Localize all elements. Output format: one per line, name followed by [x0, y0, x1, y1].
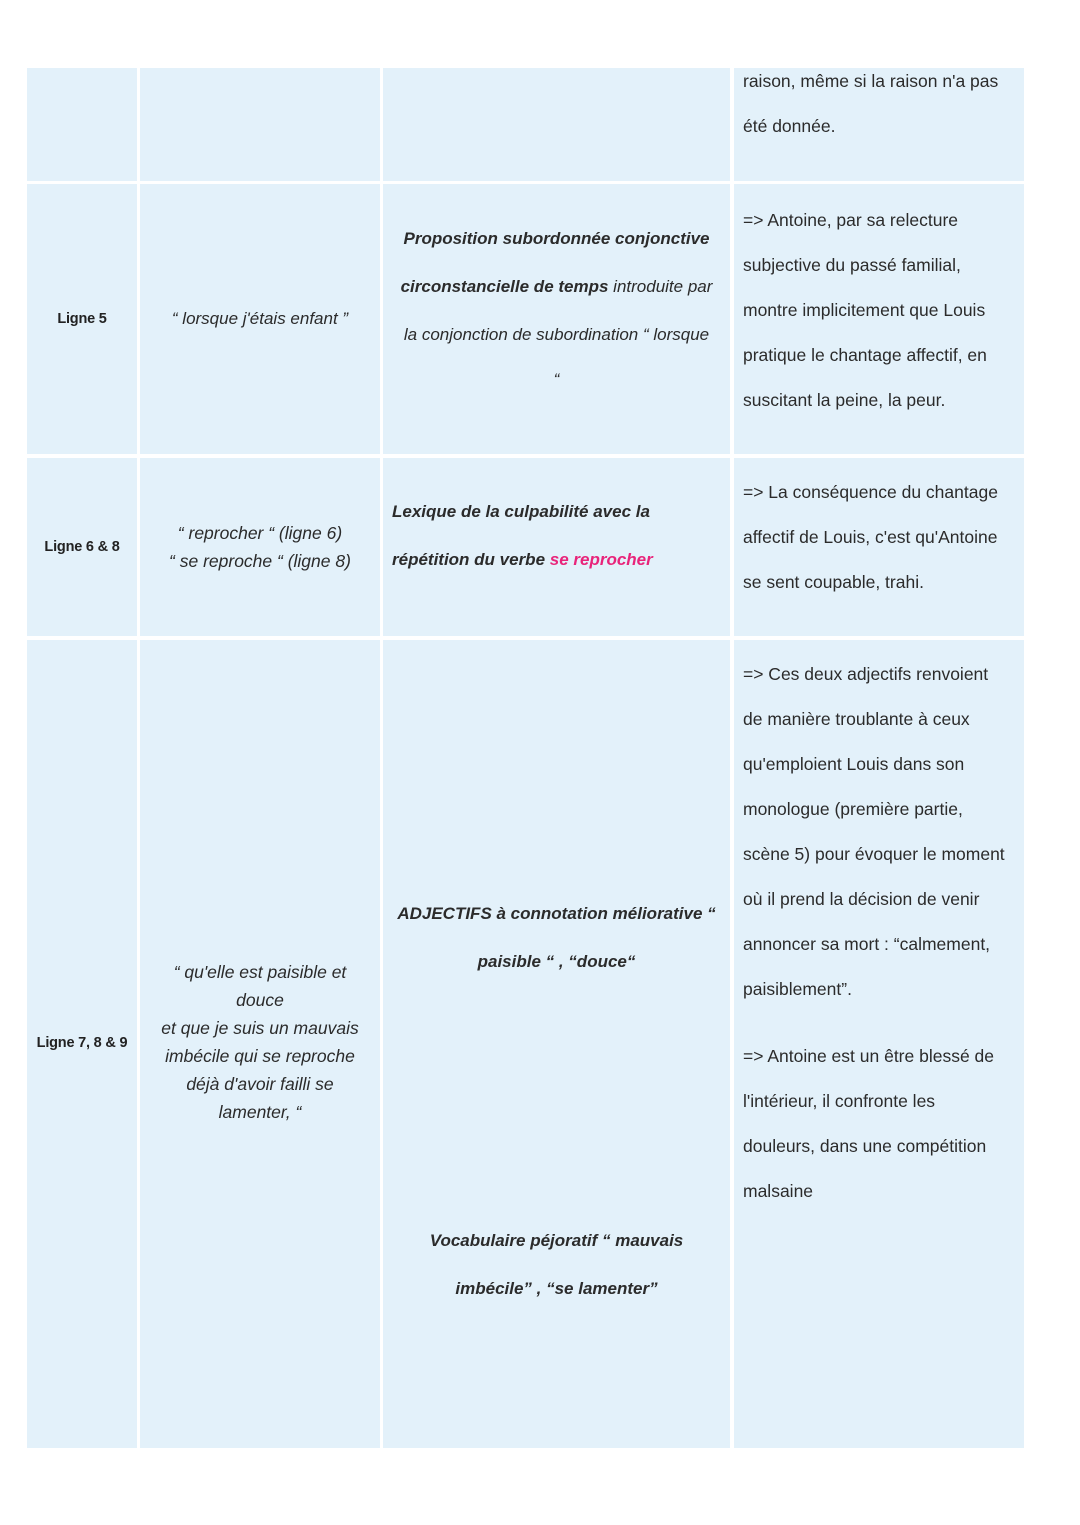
- quote-text: “ lorsque j'étais enfant ”: [171, 309, 349, 328]
- interpretation-cell: [734, 640, 1024, 1448]
- quote-line: “ reprocher “ (ligne 6): [177, 523, 343, 543]
- analysis-bold: ADJECTIFS à connotation méliorative “: [397, 904, 716, 923]
- interpretation-line: annoncer sa mort : “calmement,: [743, 934, 991, 954]
- interpretation-line: l'intérieur, il confronte les: [743, 1091, 936, 1111]
- analysis-text: “: [553, 370, 560, 389]
- analysis-cell: [383, 68, 730, 181]
- analysis-bold: imbécile” , “se lamenter”: [455, 1279, 658, 1298]
- analysis-bold: Proposition subordonnée conjonctive: [403, 229, 710, 248]
- quote-cell: [140, 184, 380, 454]
- quote-cell: [140, 68, 380, 181]
- interpretation-line: de manière troublante à ceux: [743, 709, 970, 729]
- interpretation-line: pratique le chantage affectif, en: [743, 345, 987, 365]
- interpretation-cell: [734, 68, 1024, 181]
- interpretation-line: douleurs, dans une compétition: [743, 1136, 987, 1156]
- quote-line: déjà d'avoir failli se: [186, 1073, 334, 1094]
- interpretation-line: raison, même si la raison n'a pas: [743, 71, 999, 91]
- quote-line: “ se reproche “ (ligne 8): [169, 551, 351, 571]
- interpretation-cell: [734, 458, 1024, 636]
- line-label: Ligne 7, 8 & 9: [36, 1034, 128, 1051]
- table-row: [27, 640, 1024, 1448]
- line-label-cell: [27, 640, 137, 1448]
- analysis-bold: répétition du verbe: [392, 550, 550, 569]
- table-row: [27, 68, 1024, 181]
- interpretation-line: suscitant la peine, la peur.: [743, 390, 946, 410]
- line-label: Ligne 6 & 8: [44, 539, 120, 555]
- analysis-bold: Lexique de la culpabilité avec la: [392, 502, 650, 521]
- interpretation-cell: [734, 184, 1024, 454]
- quote-line: lamenter, “: [218, 1101, 302, 1122]
- analysis-cell: [383, 458, 730, 636]
- interpretation-line: paisiblement”.: [743, 979, 852, 999]
- line-label-cell: [27, 68, 137, 181]
- line-label-cell: [27, 458, 137, 636]
- quote-line: “ qu'elle est paisible et: [173, 961, 347, 982]
- analysis-bold: paisible “ , “douce“: [477, 952, 636, 971]
- quote-line: douce: [236, 989, 284, 1010]
- highlighted-term: se reprocher: [549, 550, 653, 569]
- line-label: Ligne 5: [57, 311, 107, 327]
- interpretation-line: qu'emploient Louis dans son: [743, 754, 965, 774]
- interpretation-line: => Antoine, par sa relecture: [743, 210, 958, 230]
- line-label-cell: [27, 184, 137, 454]
- interpretation-line: scène 5) pour évoquer le moment: [743, 844, 1005, 864]
- table-row: [27, 184, 1024, 454]
- quote-cell: [140, 640, 380, 1448]
- analysis-text: introduite par: [608, 277, 713, 296]
- quote-cell: [140, 458, 380, 636]
- analysis-bold: Vocabulaire péjoratif “ mauvais: [429, 1231, 684, 1250]
- quote-line: imbécile qui se reproche: [165, 1045, 355, 1066]
- interpretation-line: où il prend la décision de venir: [743, 889, 980, 909]
- analysis-text: la conjonction de subordination “ lorsque: [403, 325, 710, 344]
- interpretation-line: malsaine: [743, 1181, 814, 1201]
- interpretation-line: => Ces deux adjectifs renvoient: [743, 664, 989, 684]
- interpretation-line: se sent coupable, trahi.: [743, 572, 924, 592]
- analysis-cell: [383, 184, 730, 454]
- interpretation-line: => La conséquence du chantage: [743, 482, 998, 502]
- interpretation-line: été donnée.: [743, 116, 836, 136]
- interpretation-line: affectif de Louis, c'est qu'Antoine: [743, 527, 998, 547]
- analysis-bold: circonstancielle de temps: [400, 277, 609, 296]
- interpretation-line: monologue (première partie,: [743, 799, 963, 819]
- interpretation-line: montre implicitement que Louis: [743, 300, 986, 320]
- interpretation-line: => Antoine est un être blessé de: [743, 1046, 995, 1066]
- table-row: [27, 458, 1024, 636]
- quote-line: et que je suis un mauvais: [161, 1017, 359, 1038]
- interpretation-line: subjective du passé familial,: [743, 255, 961, 275]
- analysis-cell: [383, 640, 730, 1448]
